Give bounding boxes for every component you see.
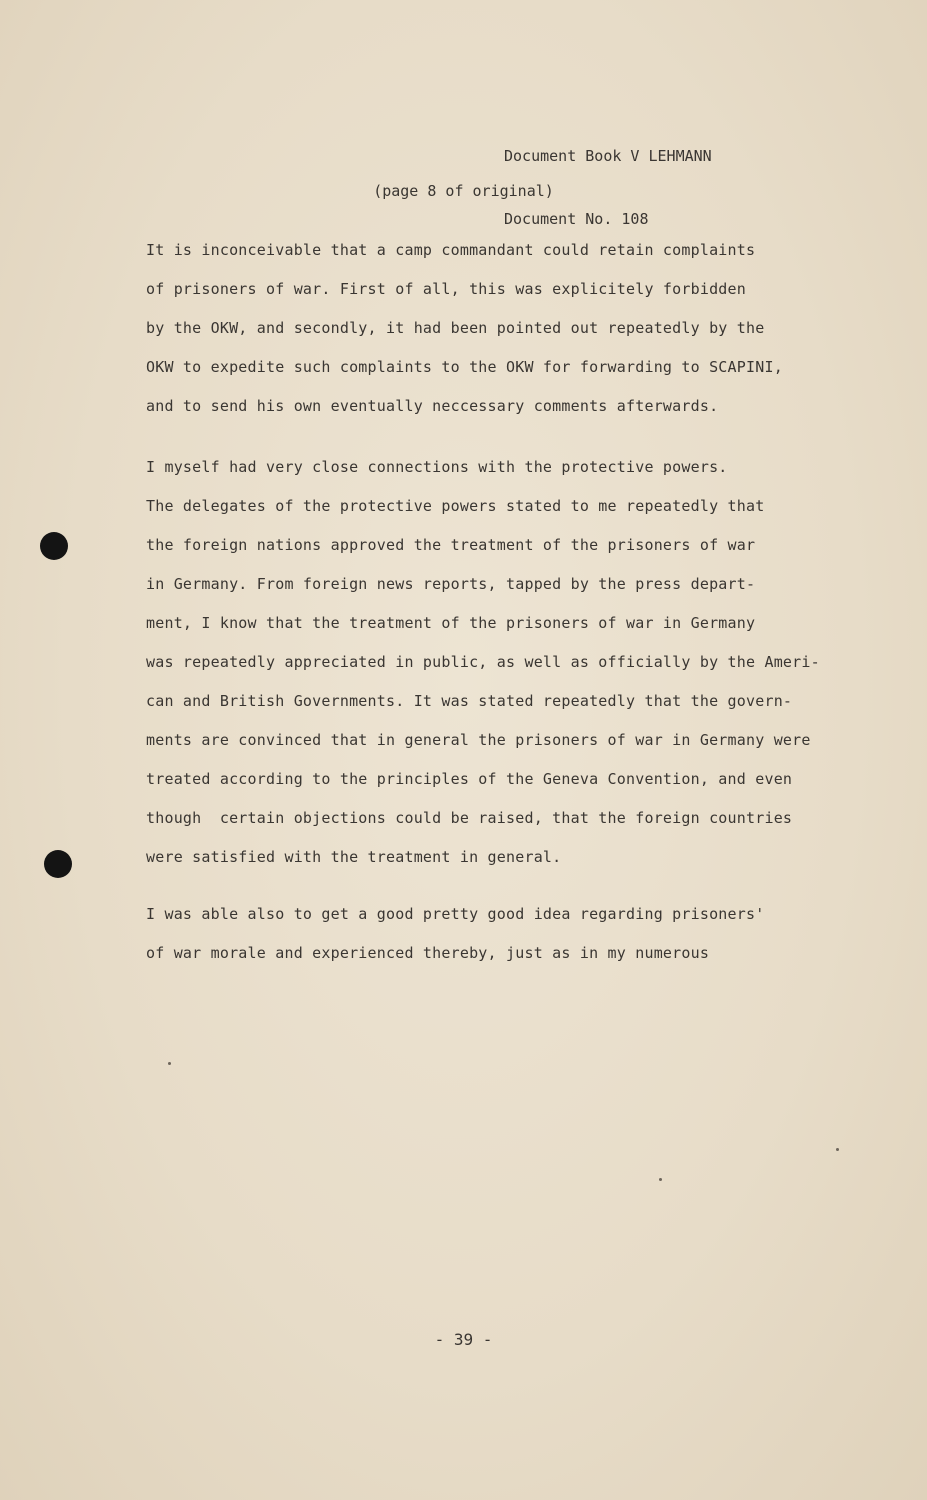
text-line: in Germany. From foreign news reports, tapped by the press depart- <box>146 575 756 593</box>
text-line: was repeatedly appreciated in public, as well as officially by the Ameri- <box>146 653 820 671</box>
text-line: though certain objections could be raised, that the foreign countries <box>146 809 793 827</box>
document-book-line: Document Book V LEHMANN <box>504 147 712 165</box>
text-line: of prisoners of war. First of all, this was explicitely forbidden <box>146 280 746 298</box>
punch-hole <box>44 850 72 878</box>
text-line: The delegates of the protective powers stated to me repeatedly that <box>146 497 765 515</box>
paragraph-3 <box>146 902 866 980</box>
text-line: treated according to the principles of the Geneva Convention, and even <box>146 770 793 788</box>
text-line: I was able also to get a good pretty good idea regarding prisoners' <box>146 905 765 923</box>
document-number-line: Document No. 108 <box>504 210 649 228</box>
text-line: OKW to expedite such complaints to the OKW for forwarding to SCAPINI, <box>146 358 783 376</box>
paragraph-1 <box>146 238 866 433</box>
text-line: by the OKW, and secondly, it had been pointed out repeatedly by the <box>146 319 765 337</box>
text-line: ment, I know that the treatment of the prisoners of war in Germany <box>146 614 756 632</box>
text-line: can and British Governments. It was stated repeatedly that the govern- <box>146 692 793 710</box>
original-page-reference: (page 8 of original) <box>373 182 554 200</box>
text-line: the foreign nations approved the treatment of the prisoners of war <box>146 536 756 554</box>
text-line: I myself had very close connections with the protective powers. <box>146 458 728 476</box>
text-line: of war morale and experienced thereby, just as in my numerous <box>146 944 710 962</box>
text-line: It is inconceivable that a camp commandant could retain complaints <box>146 241 756 259</box>
text-line: ments are convinced that in general the prisoners of war in Germany were <box>146 731 811 749</box>
text-line: were satisfied with the treatment in general. <box>146 848 562 866</box>
punch-hole <box>40 532 68 560</box>
paragraph-2 <box>146 455 866 884</box>
paper-speck <box>168 1062 171 1065</box>
paper-speck <box>836 1148 839 1151</box>
page-number: - 39 - <box>434 1330 493 1349</box>
text-line: and to send his own eventually neccessary comments afterwards. <box>146 397 719 415</box>
paper-speck <box>659 1178 662 1181</box>
